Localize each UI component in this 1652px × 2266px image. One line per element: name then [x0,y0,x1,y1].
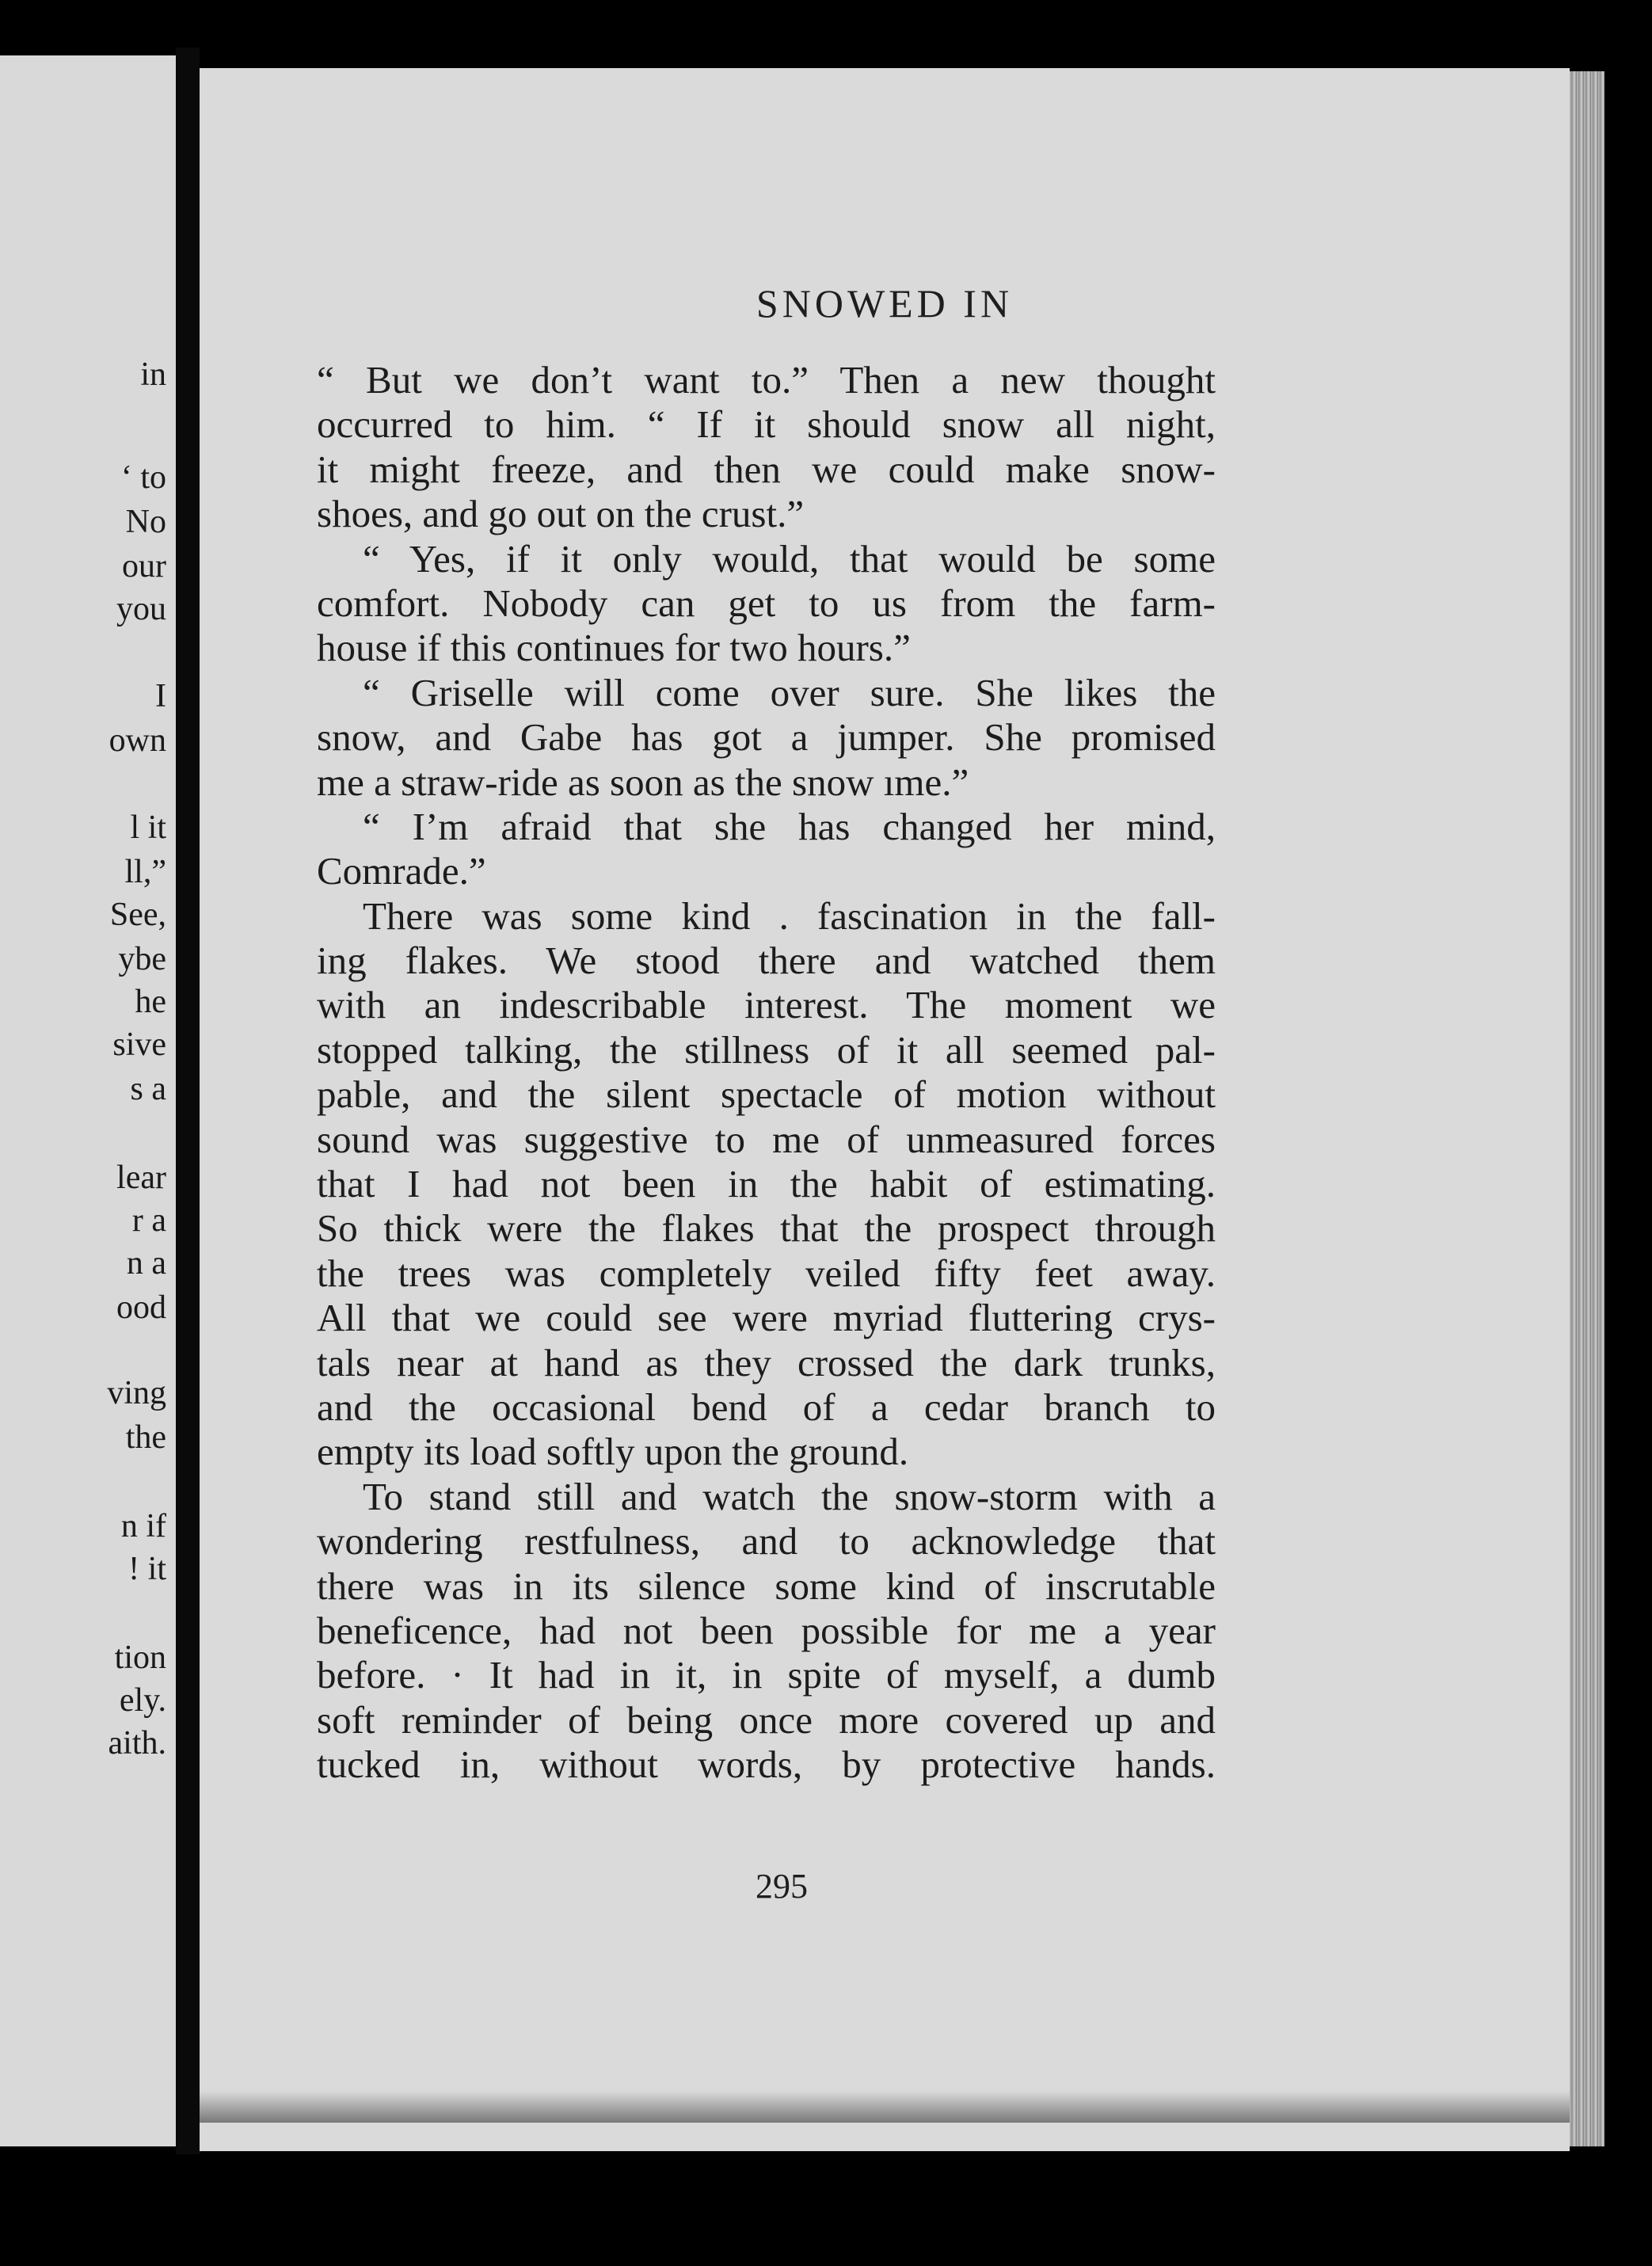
page-body-text [317,358,1216,1788]
facing-page-fragment: ving [107,1375,166,1411]
text-line: “ Griselle will come over sure. She likes the [363,670,1216,714]
text-line: “ But we don’t want to.” Then a new thought [317,358,1216,402]
facing-page-fragment: own [108,722,166,759]
text-line: “ I’m afraid that she has changed her mind, [363,804,1216,848]
facing-page-fragment: in [140,356,166,393]
facing-page-fragment: ely. [119,1682,166,1719]
facing-page-fragment: I [155,678,166,714]
running-head: SNOWED IN [756,281,1014,326]
text-line: wondering restfulness, and to acknowledge that [317,1519,1216,1563]
text-line: house if this continues for two hours.” [317,626,911,670]
facing-page-fragment: s a [130,1071,166,1107]
facing-page-fragment: l it [130,809,166,846]
facing-page-fragment: the [125,1419,166,1456]
facing-page-fragment: aith. [108,1725,166,1761]
facing-page-fragment: ybe [118,941,166,977]
page-bottom-shadow [200,2091,1570,2123]
text-line: To stand still and watch the snow-storm with a [363,1474,1216,1518]
page-number: 295 [756,1867,808,1906]
text-line: All that we could see were myriad fluttering crys- [317,1296,1216,1340]
facing-page-fragment: n a [126,1245,166,1282]
text-line: comfort. Nobody can get to us from the farm- [317,581,1216,625]
text-line: and the occasional bend of a cedar branch to [317,1384,1216,1429]
text-line: the trees was completely veiled fifty feet away. [317,1251,1216,1295]
text-line: stopped talking, the stillness of it all seemed pal- [317,1027,1216,1072]
page-fore-edge [1570,71,1604,2146]
facing-page-fragment: sive [112,1026,166,1063]
facing-page-fragment: lear [116,1160,166,1196]
text-line: there was in its silence some kind of inscrutable [317,1563,1216,1608]
facing-page-left [0,55,176,2146]
text-line: tals near at hand as they crossed the dark trunks, [317,1340,1216,1384]
book-page [200,68,1570,2151]
text-line: occurred to him. “ If it should snow all night, [317,402,1216,447]
facing-page-fragment: No [125,504,166,540]
facing-page-fragment: he [135,984,166,1020]
text-line: me a straw-ride as soon as the snow ıme.” [317,760,969,804]
facing-page-fragment: ood [116,1289,166,1326]
facing-page-fragment: ‘ to [120,459,166,496]
text-line: soft reminder of being once more covered up and [317,1697,1216,1742]
text-line: So thick were the flakes that the prospect through [317,1206,1216,1251]
text-line: ing flakes. We stood there and watched them [317,939,1216,983]
facing-page-fragment: n if [120,1508,166,1544]
facing-page-fragment: ! it [128,1551,166,1587]
facing-page-fragment: tion [114,1640,166,1676]
text-line: before. · It had in it, in spite of myself, a dumb [317,1653,1216,1697]
text-line: empty its load softly upon the ground. [317,1430,909,1474]
facing-page-fragment: ll,” [124,854,166,890]
text-line: tucked in, without words, by protective hands. [317,1742,1216,1787]
text-line: There was some kind . fascination in the fall- [363,893,1216,938]
text-line: Comrade.” [317,849,486,893]
text-line: shoes, and go out on the crust.” [317,492,805,536]
facing-page-fragment: r a [131,1202,166,1239]
text-line: sound was suggestive to me of unmeasured forces [317,1117,1216,1161]
text-line: that I had not been in the habit of estimating. [317,1162,1216,1206]
text-line: with an indescribable interest. The moment we [317,983,1216,1027]
text-line: snow, and Gabe has got a jumper. She promised [317,715,1216,760]
facing-page-fragment: See, [109,897,166,933]
text-line: it might freeze, and then we could make snow- [317,447,1216,491]
facing-page-fragments [0,55,176,2146]
facing-page-fragment: our [122,548,166,585]
page-gutter [176,48,200,2154]
text-line: beneficence, had not been possible for me a year [317,1608,1216,1652]
facing-page-fragment: you [116,591,166,627]
text-line: “ Yes, if it only would, that would be some [363,536,1216,581]
text-line: pable, and the silent spectacle of motion without [317,1072,1216,1117]
